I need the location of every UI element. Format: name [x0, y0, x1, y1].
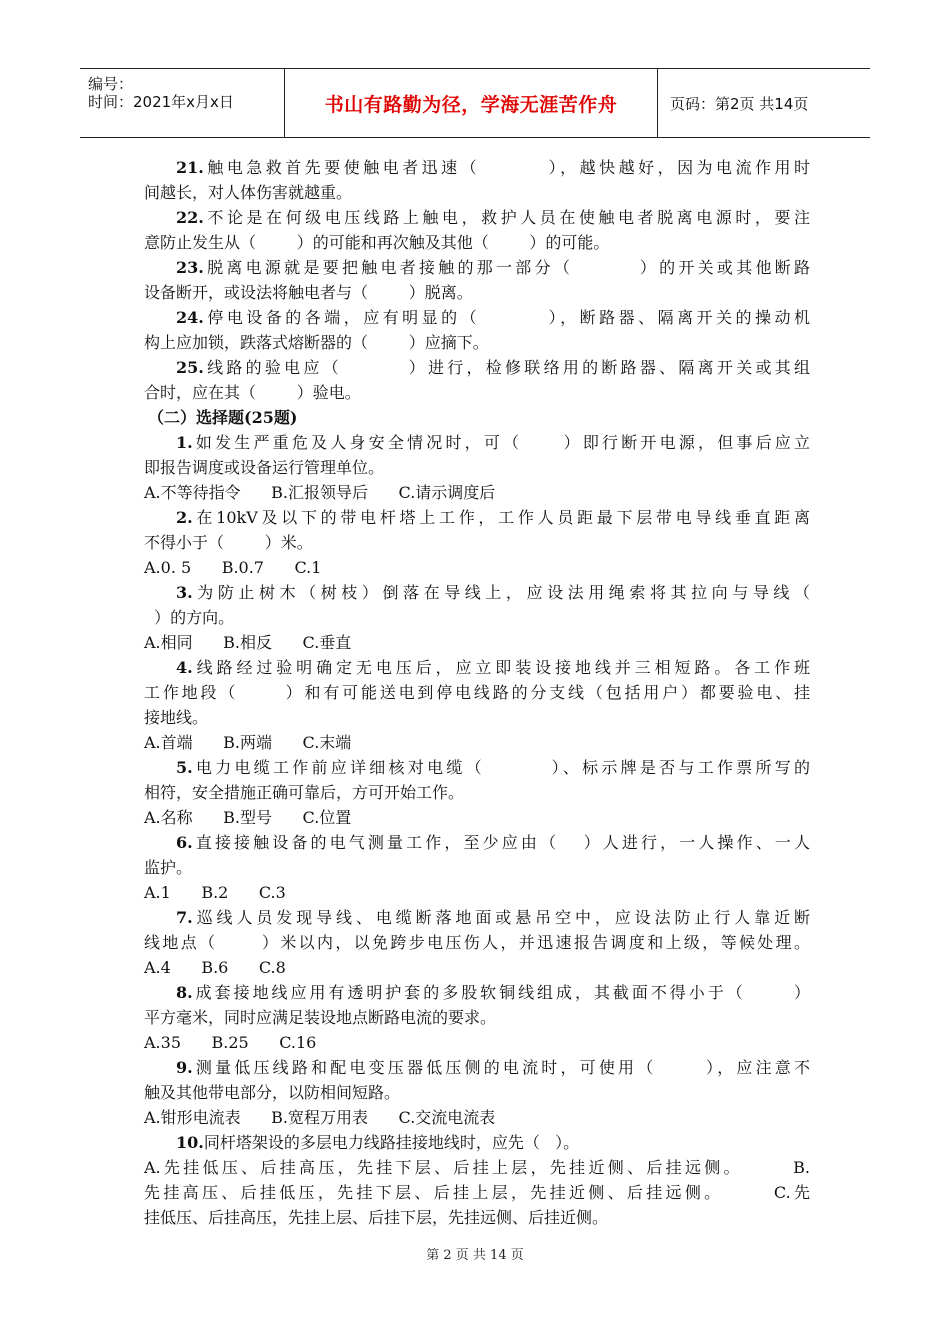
text-line: ）的方向。 — [144, 608, 235, 627]
question-line — [176, 208, 810, 228]
question-number: 9. — [176, 1058, 193, 1077]
question-number: 5. — [176, 758, 193, 777]
question-line — [176, 308, 810, 328]
text-line: 接地线。 — [144, 708, 209, 727]
question-number: 6. — [176, 833, 193, 852]
question-line — [176, 1058, 810, 1078]
question-number: 3. — [176, 583, 193, 602]
question-line — [176, 833, 810, 853]
text-line: 线地点（ ）米以内，以免跨步电压伤人，并迅速报告调度和上级，等候处理。 — [144, 933, 810, 952]
question-text: 在10kV及以下的带电杆塔上工作，工作人员距最下层带电导线垂直距离 — [192, 508, 810, 527]
text-line: 相符，安全措施正确可靠后，方可开始工作。 — [144, 783, 465, 802]
question-number: 25. — [176, 358, 204, 377]
question-line — [176, 508, 810, 528]
text-line: 挂低压、后挂高压，先挂上层、后挂下层，先挂远侧、后挂近侧。 — [144, 1208, 609, 1227]
text-line: 工作地段（ ）和有可能送电到停电线路的分支线（包括用户）都要验电、挂 — [144, 683, 810, 702]
question-text: 同杆塔架设的多层电力线路挂接地线时，应先（ ）。 — [203, 1133, 580, 1152]
question-number: 10. — [176, 1133, 204, 1152]
question-line — [176, 583, 810, 603]
header-motto-cell — [285, 69, 658, 137]
question-line — [176, 658, 810, 678]
text-line: 意防止发生从（ ）的可能和再次触及其他（ ）的可能。 — [144, 233, 610, 252]
question-line — [176, 358, 810, 378]
answer-options: A.1 B.2 C.3 — [144, 883, 286, 902]
answer-options: A.0. 5 B.0.7 C.1 — [144, 558, 322, 577]
question-text: 为防止树木（树枝）倒落在导线上，应设法用绳索将其拉向与导线（ — [192, 583, 810, 602]
answer-options: A.首端 B.两端 C.末端 — [144, 733, 352, 752]
question-text: 线路的验电应（ ）进行，检修联络用的断路器、隔离开关或其组 — [203, 358, 810, 377]
header-time: 时间：2021年x月x日 — [88, 93, 234, 111]
question-number: 21. — [176, 158, 204, 177]
question-line — [176, 983, 810, 1003]
question-line — [176, 758, 810, 778]
text-line: 不得小于（ ）米。 — [144, 533, 313, 552]
text-line: 间越长，对人体伤害就越重。 — [144, 183, 353, 202]
text-line: 设备断开，或设法将触电者与（ ）脱离。 — [144, 283, 473, 302]
question-line — [176, 1133, 579, 1153]
answer-options: A.不等待指令 B.汇报领导后 C.请示调度后 — [144, 483, 496, 502]
question-number: 1. — [176, 433, 193, 452]
question-number: 4. — [176, 658, 193, 677]
section-heading: （二）选择题(25题) — [148, 408, 298, 427]
answer-options: A.钳形电流表 B.宽程万用表 C.交流电流表 — [144, 1108, 496, 1127]
question-line — [176, 258, 810, 278]
question-text: 巡线人员发现导线、电缆断落地面或悬吊空中，应设法防止行人靠近断 — [192, 908, 810, 927]
text-line: 先挂高压、后挂低压，先挂下层、后挂上层，先挂近侧、后挂远侧。 C.先 — [144, 1183, 810, 1202]
question-line — [176, 908, 810, 928]
question-number: 24. — [176, 308, 204, 327]
question-text: 不论是在何级电压线路上触电，救护人员在使触电者脱离电源时，要注 — [203, 208, 810, 227]
text-line: A.先挂低压、后挂高压，先挂下层、后挂上层，先挂近侧、后挂远侧。 B. — [144, 1158, 810, 1177]
question-number: 23. — [176, 258, 204, 277]
header-page-cell — [658, 69, 870, 137]
question-text: 停电设备的各端，应有明显的（ ），断路器、隔离开关的操动机 — [203, 308, 810, 327]
text-line: 合时，应在其（ ）验电。 — [144, 383, 361, 402]
header-page-number: 页码：第2页 共14页 — [670, 94, 809, 113]
question-line — [176, 158, 810, 178]
page-footer: 第 2 页 共 14 页 — [426, 1248, 524, 1263]
text-line: 即报告调度或设备运行管理单位。 — [144, 458, 385, 477]
text-line: 平方毫米，同时应满足装设地点断路电流的要求。 — [144, 1008, 497, 1027]
header-motto: 书山有路勤为径，学海无涯苦作舟 — [324, 93, 618, 116]
header-meta — [80, 69, 285, 137]
answer-options: A.名称 B.型号 C.位置 — [144, 808, 352, 827]
answer-options: A.35 B.25 C.16 — [144, 1033, 317, 1052]
question-text: 测量低压线路和配电变压器低压侧的电流时，可使用（ ），应注意不 — [192, 1058, 810, 1077]
question-text: 线路经过验明确定无电压后，应立即装设接地线并三相短路。各工作班 — [192, 658, 810, 677]
question-text: 直接接触设备的电气测量工作，至少应由（ ）人进行，一人操作、一人 — [192, 833, 810, 852]
page-header — [80, 68, 870, 138]
text-line: 监护。 — [144, 858, 193, 877]
question-text: 如发生严重危及人身安全情况时，可（ ）即行断开电源，但事后应立 — [192, 433, 810, 452]
text-line: 触及其他带电部分，以防相间短路。 — [144, 1083, 401, 1102]
question-text: 脱离电源就是要把触电者接触的那一部分（ ）的开关或其他断路 — [203, 258, 810, 277]
question-line — [176, 433, 810, 453]
question-number: 2. — [176, 508, 193, 527]
question-number: 22. — [176, 208, 204, 227]
question-text: 电力电缆工作前应详细核对电缆（ ）、标示牌是否与工作票所写的 — [192, 758, 810, 777]
question-text: 触电急救首先要使触电者迅速（ ），越快越好，因为电流作用时 — [203, 158, 810, 177]
text-line: 构上应加锁，跌落式熔断器的（ ）应摘下。 — [144, 333, 489, 352]
question-text: 成套接地线应用有透明护套的多股软铜线组成，其截面不得小于（ ） — [192, 983, 810, 1002]
question-number: 7. — [176, 908, 193, 927]
answer-options: A.4 B.6 C.8 — [144, 958, 286, 977]
question-number: 8. — [176, 983, 193, 1002]
header-number: 编号： — [88, 75, 134, 93]
answer-options: A.相同 B.相反 C.垂直 — [144, 633, 352, 652]
